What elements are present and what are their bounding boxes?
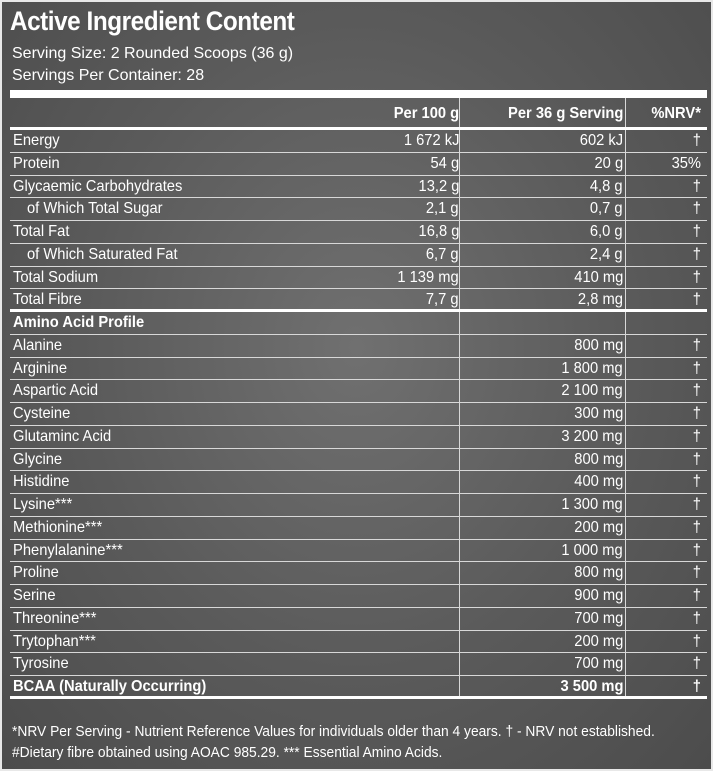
amino-name: Glutaminc Acid — [13, 427, 112, 445]
amino-name: Serine — [13, 587, 56, 604]
amino-nrv: † — [692, 427, 701, 445]
amino-nrv: † — [692, 541, 701, 559]
bcaa-nrv: † — [692, 678, 701, 695]
serving-size: Serving Size: 2 Rounded Scoops (36 g) — [12, 45, 294, 62]
nutrient-row — [10, 221, 707, 244]
nutrition-table — [10, 98, 707, 699]
amino-per-serving: 900 mg — [573, 587, 623, 604]
amino-nrv: † — [692, 336, 701, 354]
amino-nrv: † — [692, 609, 701, 627]
amino-nrv: † — [692, 587, 701, 604]
amino-per-serving: 1 000 mg — [561, 541, 623, 559]
amino-nrv: † — [692, 564, 701, 582]
header-per-100g: Per 100 g — [393, 105, 459, 122]
amino-name: Arginine — [13, 359, 68, 377]
amino-name: Glycine — [13, 450, 63, 468]
amino-row — [10, 562, 707, 585]
amino-row — [10, 517, 707, 540]
amino-name: Trytophan*** — [13, 632, 96, 650]
bcaa-row — [10, 676, 707, 699]
amino-per-serving: 300 mg — [573, 405, 623, 422]
nutrient-nrv: † — [692, 200, 701, 218]
nutrient-per-serving: 20 g — [594, 154, 623, 172]
nutrient-row — [10, 153, 707, 176]
amino-row — [10, 540, 707, 563]
nutrient-per-100g: 7,7 g — [426, 291, 459, 309]
amino-section-row — [10, 312, 707, 335]
nutrient-name: Total Fat — [13, 223, 70, 240]
amino-per-serving: 3 200 mg — [561, 427, 623, 445]
amino-row — [10, 471, 707, 494]
amino-per-serving: 700 mg — [573, 609, 623, 627]
nutrient-row — [10, 198, 707, 221]
nutrient-per-100g: 13,2 g — [418, 177, 459, 195]
amino-per-serving: 2 100 mg — [561, 382, 623, 400]
amino-nrv: † — [692, 405, 701, 422]
nutrient-per-serving: 2,8 mg — [577, 291, 623, 309]
amino-nrv: † — [692, 496, 701, 513]
amino-name: Methionine*** — [13, 518, 103, 536]
nutrient-row — [10, 267, 707, 290]
nutrient-name: Protein — [13, 154, 60, 172]
amino-per-serving: 700 mg — [573, 655, 623, 673]
amino-per-serving: 1 800 mg — [561, 359, 623, 377]
amino-name: Tyrosine — [13, 655, 69, 673]
amino-name: Lysine*** — [13, 496, 73, 513]
amino-row — [10, 631, 707, 654]
amino-nrv: † — [692, 473, 701, 491]
top-rule — [10, 90, 707, 98]
amino-name: Threonine*** — [13, 609, 97, 627]
footnote-nrv: *NRV Per Serving - Nutrient Reference Values for individuals older than 4 years. † - NRV not established. — [12, 723, 655, 740]
nutrient-name: Total Sodium — [13, 268, 99, 286]
panel-title: Active Ingredient Content — [10, 6, 295, 36]
nutrient-row — [10, 244, 707, 267]
amino-nrv: † — [692, 632, 701, 650]
nutrient-nrv: † — [692, 132, 701, 149]
nutrient-name: of Which Total Sugar — [27, 200, 163, 218]
amino-row — [10, 335, 707, 358]
amino-per-serving: 800 mg — [573, 450, 623, 468]
amino-nrv: † — [692, 518, 701, 536]
amino-row — [10, 608, 707, 631]
nutrient-per-serving: 6,0 g — [590, 223, 623, 240]
nutrient-per-serving: 602 kJ — [579, 132, 623, 149]
amino-row — [10, 403, 707, 426]
nutrient-per-100g: 1 672 kJ — [403, 132, 459, 149]
amino-per-serving: 1 300 mg — [561, 496, 623, 513]
amino-nrv: † — [692, 359, 701, 377]
amino-name: Cysteine — [13, 405, 71, 422]
header-per-serving: Per 36 g Serving — [507, 105, 623, 122]
nutrient-per-serving: 0,7 g — [590, 200, 623, 218]
header-nrv: %NRV* — [651, 105, 701, 122]
bcaa-per-serving: 3 500 mg — [559, 678, 623, 695]
nutrient-per-100g: 6,7 g — [426, 245, 459, 263]
amino-row — [10, 653, 707, 676]
nutrient-per-serving: 410 mg — [573, 268, 623, 286]
nutrient-nrv: † — [692, 223, 701, 240]
amino-name: Proline — [13, 564, 59, 582]
amino-nrv: † — [692, 655, 701, 673]
nutrient-per-serving: 4,8 g — [590, 177, 623, 195]
nutrient-name: of Which Saturated Fat — [27, 245, 178, 263]
amino-section-label: Amino Acid Profile — [13, 314, 145, 331]
amino-row — [10, 380, 707, 403]
nutrient-name: Energy — [13, 132, 60, 149]
amino-per-serving: 400 mg — [573, 473, 623, 491]
amino-per-serving: 800 mg — [573, 336, 623, 354]
nutrient-per-100g: 54 g — [430, 154, 459, 172]
nutrient-per-100g: 1 139 mg — [397, 268, 459, 286]
nutrient-name: Glycaemic Carbohydrates — [13, 177, 183, 195]
nutrient-nrv: 35% — [671, 154, 701, 172]
amino-name: Aspartic Acid — [13, 382, 99, 400]
nutrient-nrv: † — [692, 291, 701, 309]
amino-row — [10, 585, 707, 608]
amino-row — [10, 494, 707, 517]
nutrient-per-100g: 16,8 g — [418, 223, 459, 240]
nutrient-nrv: † — [692, 268, 701, 286]
nutrient-row — [10, 176, 707, 199]
nutrient-per-100g: 2,1 g — [426, 200, 459, 218]
nutrient-per-serving: 2,4 g — [590, 245, 623, 263]
amino-name: Histidine — [13, 473, 70, 491]
amino-per-serving: 200 mg — [573, 632, 623, 650]
amino-nrv: † — [692, 382, 701, 400]
amino-nrv: † — [692, 450, 701, 468]
nutrient-row — [10, 289, 707, 312]
amino-row — [10, 426, 707, 449]
footnote-fibre: #Dietary fibre obtained using AOAC 985.29. *** Essential Amino Acids. — [12, 744, 443, 761]
servings-per-container: Servings Per Container: 28 — [12, 67, 205, 84]
nutrient-name: Total Fibre — [13, 291, 82, 309]
amino-per-serving: 200 mg — [573, 518, 623, 536]
amino-per-serving: 800 mg — [573, 564, 623, 582]
amino-name: Alanine — [13, 336, 63, 354]
amino-name: Phenylalanine*** — [13, 541, 123, 559]
amino-row — [10, 449, 707, 472]
amino-row — [10, 358, 707, 381]
nutrient-nrv: † — [692, 177, 701, 195]
nutrient-row — [10, 130, 707, 153]
table-header-row — [10, 98, 707, 130]
nutrient-nrv: † — [692, 245, 701, 263]
bcaa-name: BCAA (Naturally Occurring) — [13, 678, 207, 695]
